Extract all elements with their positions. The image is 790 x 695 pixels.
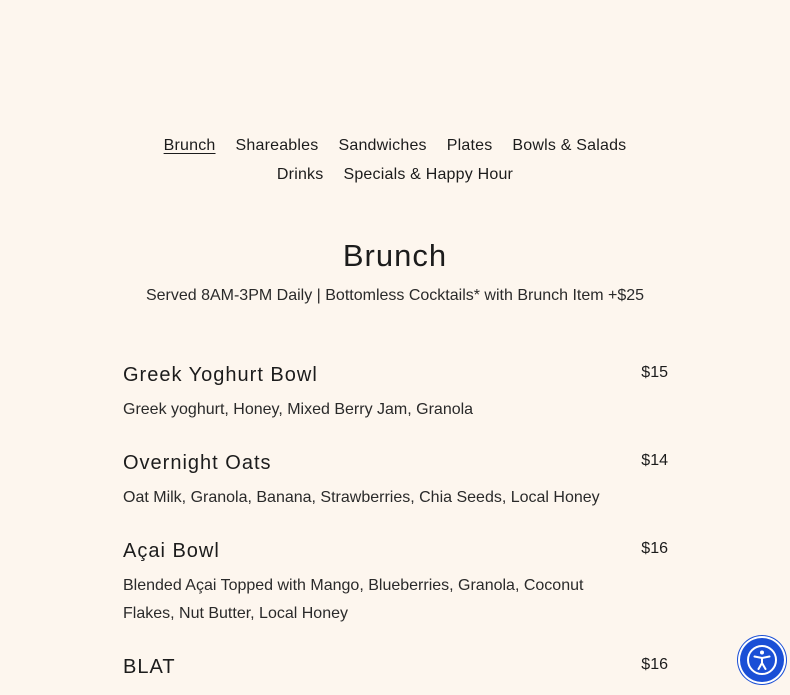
menu-category-tabs bbox=[0, 131, 790, 189]
menu-item bbox=[123, 450, 668, 512]
section-title: Brunch bbox=[342, 238, 448, 273]
menu-item-description: Oat Milk, Granola, Banana, Strawberries, Chia Seeds, Local Honey bbox=[123, 489, 600, 506]
menu-item-name: Greek Yoghurt Bowl bbox=[123, 364, 318, 386]
menu-item-description: Greek yoghurt, Honey, Mixed Berry Jam, Granola bbox=[123, 401, 474, 418]
tab-plates[interactable]: Plates bbox=[446, 136, 493, 154]
menu-item-price: $15 bbox=[641, 364, 668, 381]
tab-shareables[interactable]: Shareables bbox=[235, 136, 319, 154]
tab-bowls-salads[interactable]: Bowls & Salads bbox=[512, 136, 627, 154]
tab-sandwiches[interactable]: Sandwiches bbox=[338, 136, 427, 154]
menu-item-name: Overnight Oats bbox=[123, 452, 272, 474]
tab-specials-happy-hour[interactable]: Specials & Happy Hour bbox=[343, 165, 514, 183]
section-subtitle: Served 8AM-3PM Daily | Bottomless Cocktails* with Brunch Item +$25 bbox=[145, 287, 645, 304]
menu-item bbox=[123, 538, 668, 628]
menu-item-name: BLAT bbox=[123, 656, 176, 678]
tab-brunch[interactable]: Brunch bbox=[163, 136, 216, 154]
menu-item-name: Açai Bowl bbox=[123, 540, 220, 562]
menu-item bbox=[123, 362, 668, 424]
menu-item-price: $16 bbox=[641, 656, 668, 673]
accessibility-button[interactable] bbox=[740, 638, 784, 682]
menu-item-price: $16 bbox=[641, 540, 668, 557]
menu-item-list bbox=[123, 362, 668, 695]
tab-row-2 bbox=[0, 160, 790, 189]
tab-drinks[interactable]: Drinks bbox=[276, 165, 324, 183]
accessibility-icon bbox=[740, 638, 784, 682]
menu-item-description: Blended Açai Topped with Mango, Blueberries, Granola, Coconut Flakes, Nut Butter, Local Honey bbox=[123, 577, 584, 622]
menu-item bbox=[123, 654, 668, 680]
menu-item-price: $14 bbox=[641, 452, 668, 469]
tab-row-1 bbox=[0, 131, 790, 160]
